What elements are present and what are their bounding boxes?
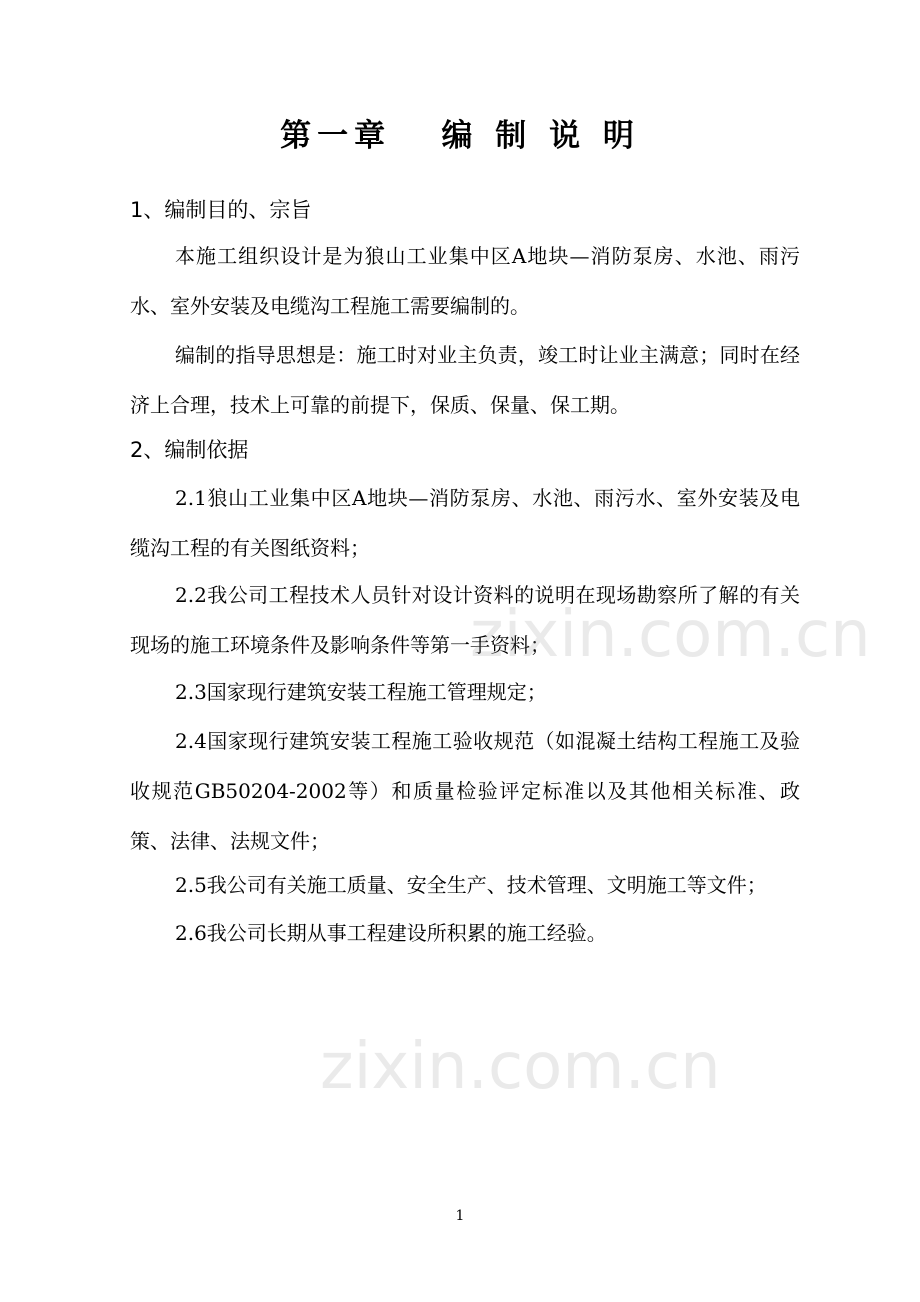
page-number: 1 bbox=[455, 1208, 465, 1224]
paragraph-basis-2-5: 2.5我公司有关施工质量、安全生产、技术管理、文明施工等文件； bbox=[175, 873, 767, 897]
watermark-logo: zixin.com.cn bbox=[470, 598, 871, 672]
paragraph-basis-2-6: 2.6我公司长期从事工程建设所积累的施工经验。 bbox=[175, 921, 607, 945]
paragraph-basis-2-2: 2.2我公司工程技术人员针对设计资料的说明在现场勘察所了解的有关现场的施工环境条件及影响条件等第一手资料； bbox=[130, 583, 800, 657]
chapter-title: 第一章 编 制 说 明 bbox=[280, 118, 640, 154]
paragraph-purpose-scope: 本施工组织设计是为狼山工业集中区A地块—消防泵房、水池、雨污水、室外安装及电缆沟工程施工需要编制的。 bbox=[130, 244, 800, 318]
paragraph-basis-2-3: 2.3国家现行建筑安装工程施工管理规定； bbox=[175, 680, 547, 704]
paragraph-basis-2-4: 2.4国家现行建筑安装工程施工验收规范（如混凝土结构工程施工及验收规范GB50204-2002等）和质量检验评定标准以及其他相关标准、政策、法律、法规文件； bbox=[130, 729, 800, 853]
watermark-logo: zixin.com.cn bbox=[320, 1030, 721, 1104]
paragraph-basis-2-1: 2.1狼山工业集中区A地块—消防泵房、水池、雨污水、室外安装及电缆沟工程的有关图纸资料； bbox=[130, 486, 800, 560]
section-heading-purpose: 1、编制目的、宗旨 bbox=[130, 198, 312, 222]
paragraph-guiding-principle: 编制的指导思想是：施工时对业主负责，竣工时让业主满意；同时在经济上合理，技术上可靠的前提下，保质、保量、保工期。 bbox=[130, 343, 800, 417]
section-heading-basis: 2、编制依据 bbox=[130, 438, 249, 462]
